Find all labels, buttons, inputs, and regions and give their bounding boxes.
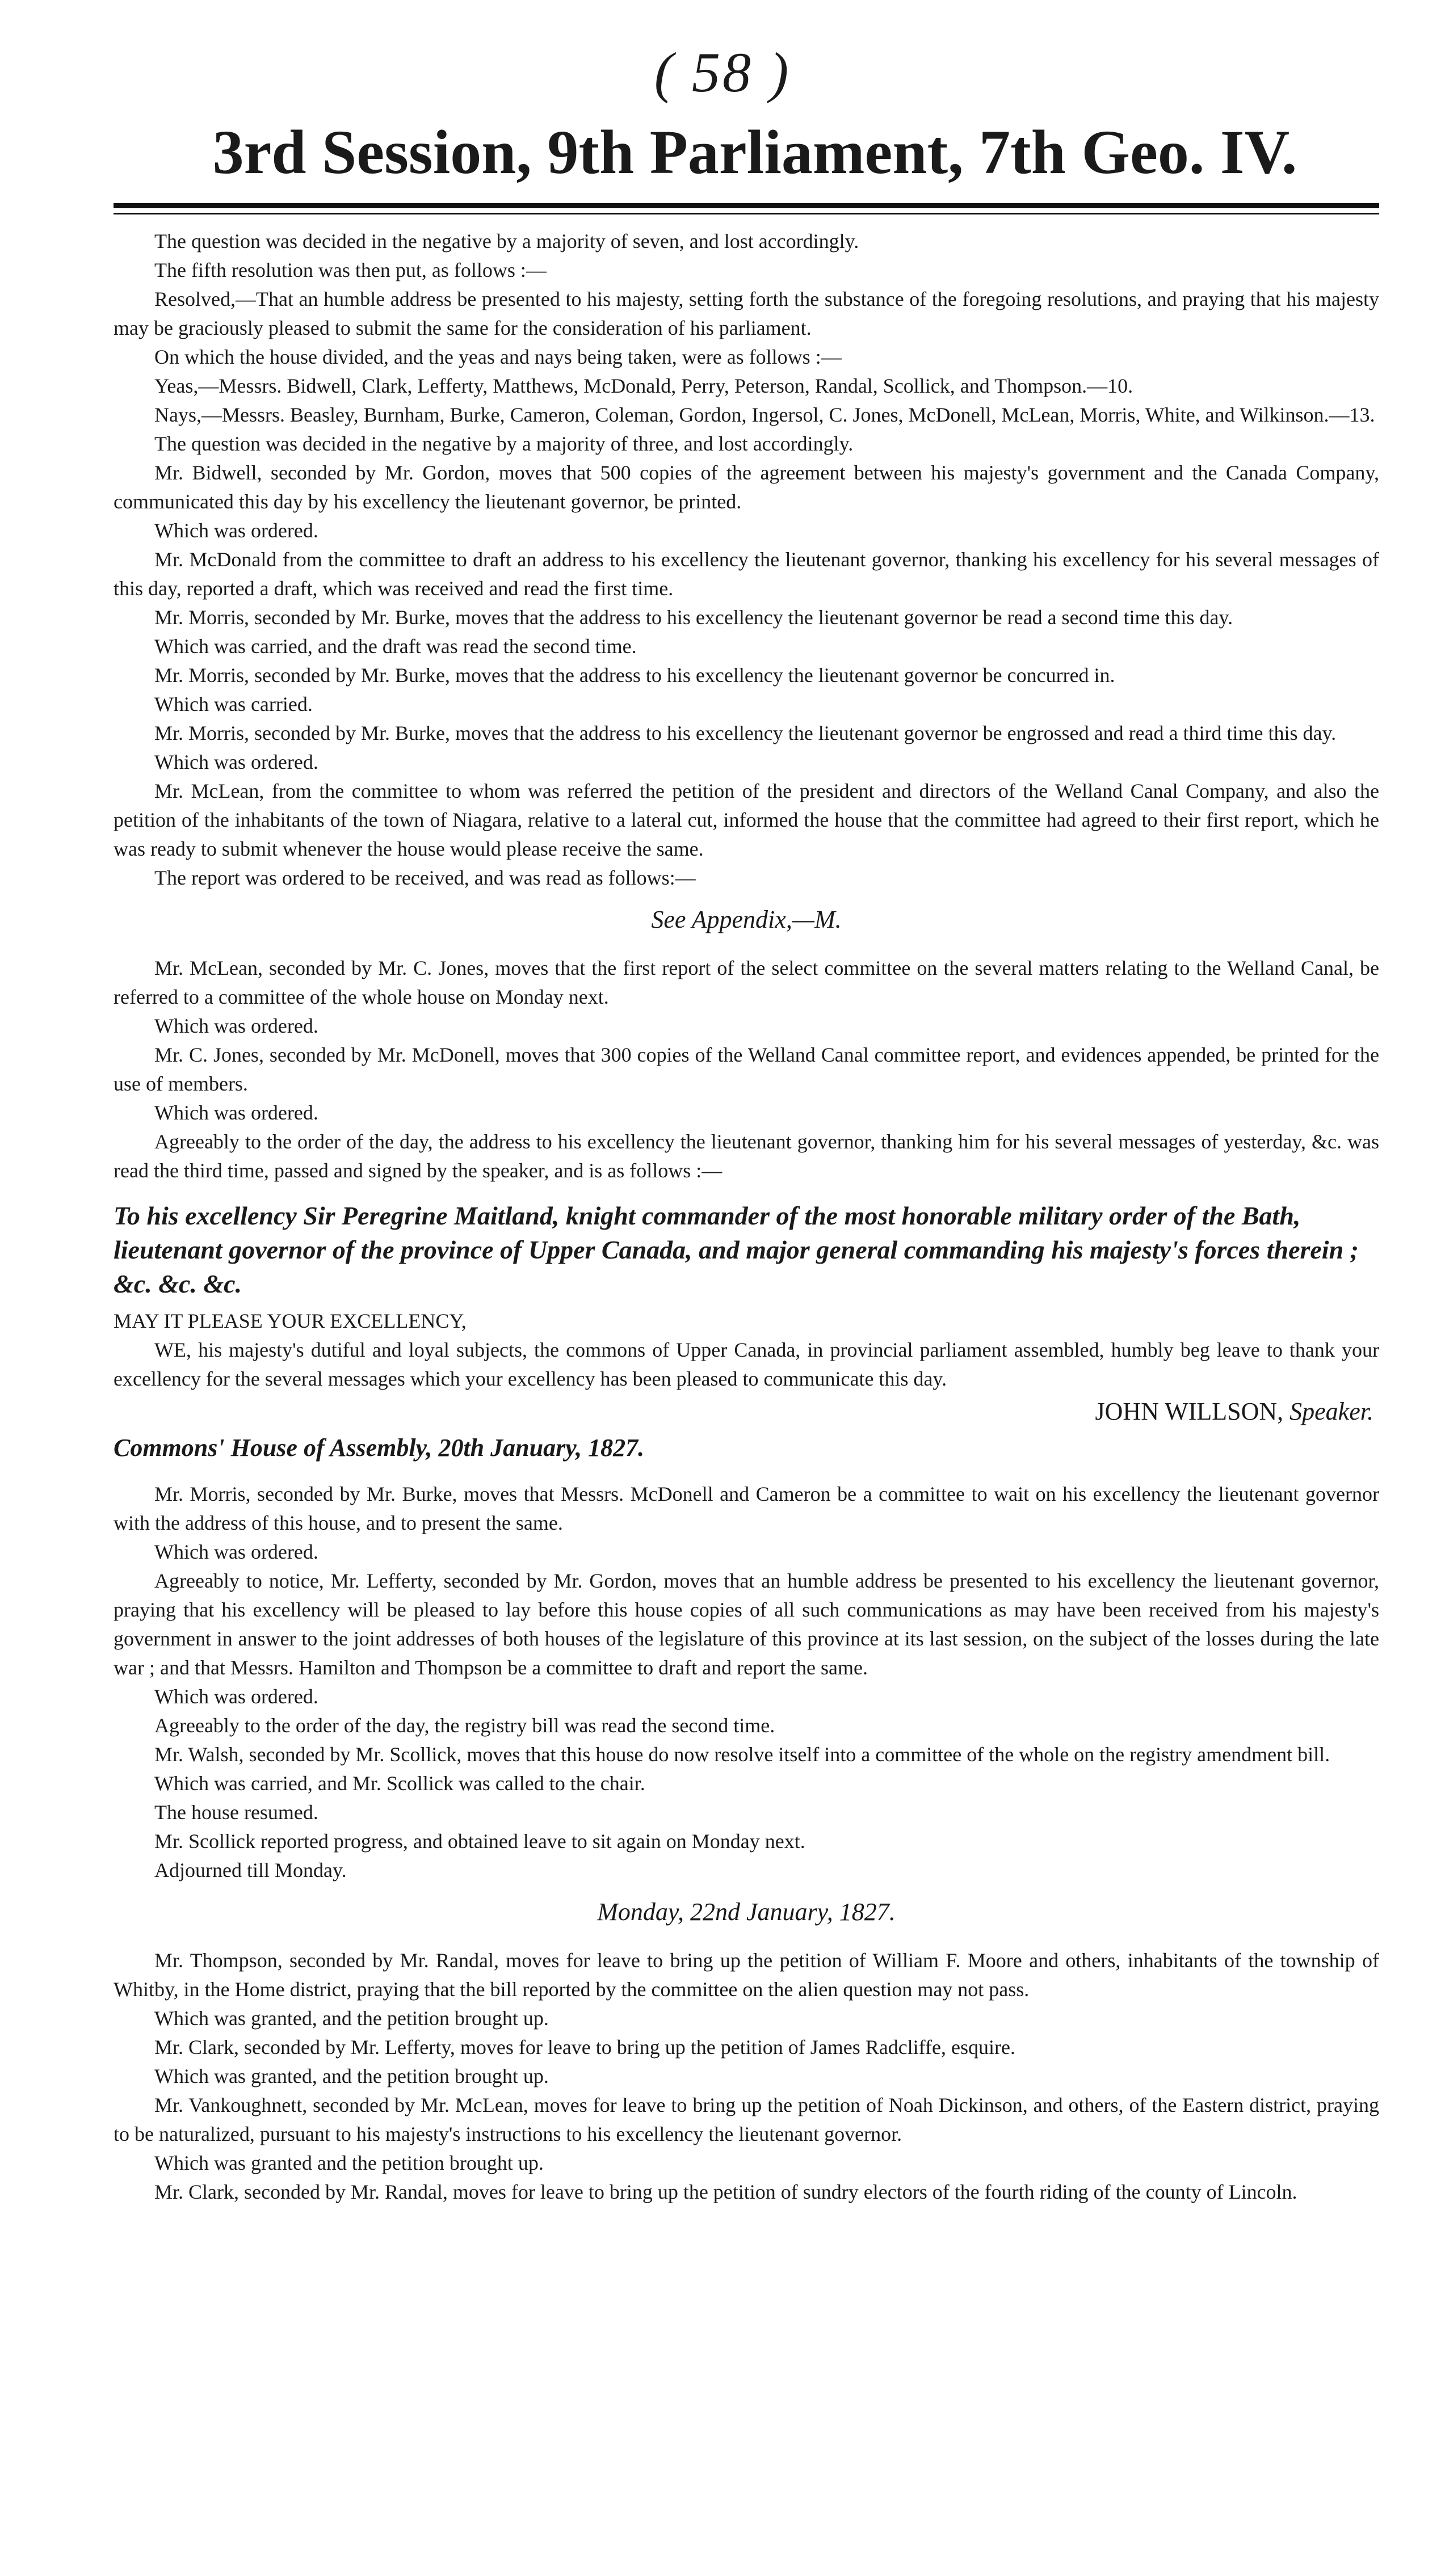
paragraph: Which was ordered.: [154, 751, 318, 773]
paragraph: Mr. Bidwell, seconded by Mr. Gordon, moves that 500 copies of the agreement between his majesty's government and the Canada Company, communicated this day by his excellency the lieutenant governor, be printed.: [114, 461, 1379, 513]
paragraph: Mr. Clark, seconded by Mr. Randal, moves for leave to bring up the petition of sundry electors of the fourth riding of the county of Lincoln.: [154, 2181, 1297, 2203]
paragraph: The house resumed.: [154, 1801, 318, 1824]
section-proceedings-3: [114, 1480, 1379, 1885]
paragraph: Which was granted, and the petition brought up.: [154, 2007, 549, 2030]
signature-role: Speaker.: [1289, 1398, 1373, 1425]
paragraph: The report was ordered to be received, and was read as follows:—: [154, 866, 696, 889]
page-title: 3rd Session, 9th Parliament, 7th Geo. IV.: [212, 117, 1297, 187]
paragraph: Mr. Morris, seconded by Mr. Burke, moves that the address to his excellency the lieutenant governor be engrossed and read a third time this day.: [154, 722, 1337, 744]
paragraph: Which was ordered.: [154, 1685, 318, 1708]
paragraph: Which was carried, and the draft was read the second time.: [154, 635, 637, 658]
paragraph: Agreeably to the order of the day, the address to his excellency the lieutenant governor, thanking him for his several messages of yesterday, &c. was read the third time, passed and signed by the speaker, and is as follows :—: [114, 1130, 1379, 1182]
paragraph: Which was granted, and the petition brought up.: [154, 2065, 549, 2087]
paragraph: Mr. Morris, seconded by Mr. Burke, moves that the address to his excellency the lieutenant governor be read a second time this day.: [154, 606, 1233, 629]
paragraph: On which the house divided, and the yeas and nays being taken, were as follows :—: [154, 346, 842, 368]
signature: [114, 1394, 1379, 1430]
paragraph: Which was ordered.: [154, 1101, 318, 1124]
paragraph: Which was ordered.: [154, 519, 318, 542]
paragraph: Which was granted and the petition brought up.: [154, 2152, 544, 2174]
section-proceedings-2: [114, 954, 1379, 1185]
paragraph-yeas: Yeas,—Messrs. Bidwell, Clark, Lefferty, Matthews, McDonald, Perry, Peterson, Randal, Scollick, and Thompson.—10.: [154, 374, 1133, 397]
document-body: [114, 227, 1379, 2207]
paragraph: The question was decided in the negative by a majority of seven, and lost accordingly.: [154, 230, 859, 252]
section-proceedings-4: [114, 1946, 1379, 2207]
signature-name: JOHN WILLSON,: [1095, 1398, 1284, 1425]
paragraph: Mr. Scollick reported progress, and obtained leave to sit again on Monday next.: [154, 1830, 805, 1853]
address-heading: To his excellency Sir Peregrine Maitland, knight commander of the most honorable military order of the Bath, lieutenant governor of the province of Upper Canada, and major general commanding his majesty's forces therein ; &c. &c. &c.: [114, 1201, 1359, 1298]
section-proceedings-1: [114, 227, 1379, 893]
paragraph: Resolved,—That an humble address be presented to his majesty, setting forth the substance of the foregoing resolutions, and praying that his majesty may be graciously pleased to submit the same for the consideration of his parliament.: [114, 288, 1379, 339]
paragraph: Which was ordered.: [154, 1540, 318, 1563]
paragraph: Mr. McLean, from the committee to whom was referred the petition of the president and directors of the Welland Canal Company, and also the petition of the inhabitants of the town of Niagara, relative to a lateral cut, informed the house that the committee had agreed to their first report, which he was ready to submit whenever the house would please receive the same.: [114, 780, 1379, 860]
paragraph: Mr. McLean, seconded by Mr. C. Jones, moves that the first report of the select committee on the several matters relating to the Welland Canal, be referred to a committee of the whole house on Monday next.: [114, 957, 1379, 1008]
paragraph: Mr. Morris, seconded by Mr. Burke, moves that Messrs. McDonell and Cameron be a committee to wait on his excellency the lieutenant governor with the address of this house, and to present the same.: [114, 1483, 1379, 1534]
paragraph: Adjourned till Monday.: [154, 1859, 347, 1882]
appendix-reference: See Appendix,—M.: [651, 906, 842, 933]
header-rule-thick: [114, 203, 1379, 208]
paragraph: The fifth resolution was then put, as follows :—: [154, 259, 547, 281]
address-location: Commons' House of Assembly, 20th January, 1827.: [114, 1434, 645, 1462]
paragraph: Mr. Morris, seconded by Mr. Burke, moves that the address to his excellency the lieutenant governor be concurred in.: [154, 664, 1115, 687]
date-heading: Monday, 22nd January, 1827.: [597, 1898, 896, 1926]
paragraph-nays: Nays,—Messrs. Beasley, Burnham, Burke, Cameron, Coleman, Gordon, Ingersol, C. Jones, McDonell, McLean, Morris, White, and Wilkinson.—13.: [154, 403, 1375, 426]
paragraph: Mr. C. Jones, seconded by Mr. McDonell, moves that 300 copies of the Welland Canal committee report, and evidences appended, be printed for the use of members.: [114, 1043, 1379, 1095]
address-block: [114, 1199, 1379, 1466]
paragraph: The question was decided in the negative by a majority of three, and lost accordingly.: [154, 432, 854, 455]
page-number: ( 58 ): [654, 41, 791, 104]
paragraph: Which was ordered.: [154, 1015, 318, 1037]
paragraph: Which was carried, and Mr. Scollick was called to the chair.: [154, 1772, 645, 1795]
paragraph: Mr. Vankoughnett, seconded by Mr. McLean, moves for leave to bring up the petition of Noah Dickinson, and others, of the Eastern district, praying to be naturalized, pursuant to his majesty's instructions to his excellency the lieutenant governor.: [114, 2094, 1379, 2145]
address-body: WE, his majesty's dutiful and loyal subjects, the commons of Upper Canada, in provincial parliament assembled, humbly beg leave to thank your excellency for the several messages which your excellency has been pleased to communicate this day.: [114, 1338, 1379, 1390]
header-rule-thin: [114, 213, 1379, 214]
paragraph: Agreeably to the order of the day, the registry bill was read the second time.: [154, 1714, 775, 1737]
address-salutation: MAY IT PLEASE YOUR EXCELLENCY,: [114, 1310, 467, 1332]
paragraph: Mr. Thompson, seconded by Mr. Randal, moves for leave to bring up the petition of William F. Moore and others, inhabitants of the township of Whitby, in the Home district, praying that the bill reported by the committee on the alien question may not pass.: [114, 1949, 1379, 2001]
paragraph: Agreeably to notice, Mr. Lefferty, seconded by Mr. Gordon, moves that an humble address be presented to his excellency the lieutenant governor, praying that his excellency will be pleased to lay before this house copies of all such communications as may have been received from his majesty's government in answer to the joint addresses of both houses of the legislature of this province at its last session, on the subject of the losses during the late war ; and that Messrs. Hamilton and Thompson be a committee to draft and report the same.: [114, 1569, 1379, 1679]
paragraph: Which was carried.: [154, 693, 313, 715]
paragraph: Mr. Clark, seconded by Mr. Lefferty, moves for leave to bring up the petition of James Radcliffe, esquire.: [154, 2036, 1015, 2059]
paragraph: Mr. Walsh, seconded by Mr. Scollick, moves that this house do now resolve itself into a committee of the whole on the registry amendment bill.: [154, 1743, 1330, 1766]
paragraph: Mr. McDonald from the committee to draft an address to his excellency the lieutenant governor, thanking his excellency for his several messages of this day, reported a draft, which was received and read the first time.: [114, 548, 1379, 600]
